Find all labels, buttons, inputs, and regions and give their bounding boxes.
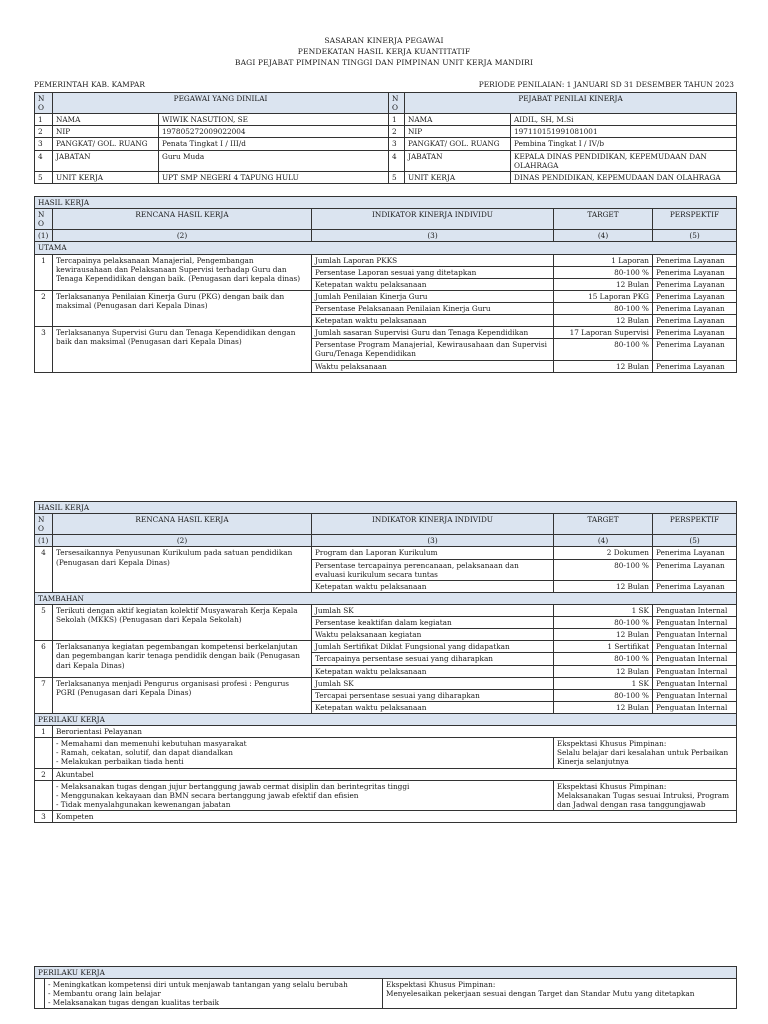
item-no: 3: [35, 327, 53, 372]
perspective-value: Penerima Layanan: [653, 580, 737, 592]
col-num: (4): [554, 535, 653, 547]
indicator-text: Ketepatan waktu pelaksanaan: [312, 580, 554, 592]
bullet: - Ramah, cekatan, solutif, dan dapat diandalkan: [56, 748, 233, 758]
section-label: HASIL KERJA: [35, 502, 737, 514]
indicator-text: Jumlah Sertifikat Diklat Fungsional yang didapatkan: [312, 641, 554, 653]
identity-row: [35, 171, 737, 183]
identity-row: [35, 126, 737, 138]
employee-value: WIWIK NASUTION, SE: [159, 114, 389, 126]
target-value: 12 Bulan: [554, 665, 653, 677]
title-line-1: SASARAN KINERJA PEGAWAI: [324, 36, 444, 45]
field-label: UNIT KERJA: [53, 171, 159, 183]
bullet: - Melaksanakan tugas dengan jujur bertanggung jawab cermat disiplin dan berintegritas tinggi: [56, 781, 410, 791]
target-value: 12 Bulan: [554, 360, 653, 372]
col-assessor: PEJABAT PENILAI KINERJA: [405, 93, 737, 114]
section-row-tambahan: [35, 592, 737, 604]
col-indikator: INDIKATOR KINERJA INDIVIDU: [312, 209, 554, 230]
indicator-text: Jumlah SK: [312, 604, 554, 616]
target-value: 12 Bulan: [554, 580, 653, 592]
col-num: (1): [35, 535, 53, 547]
leader-expectation: [554, 780, 737, 810]
target-value: 12 Bulan: [554, 701, 653, 713]
behavior-bullets: [53, 738, 554, 768]
assessment-period: PERIODE PENILAIAN: 1 JANUARI SD 31 DESEMBER TAHUN 2023: [478, 80, 734, 89]
target-value: 80-100 %: [554, 559, 653, 580]
section-row-perilaku: [35, 967, 737, 979]
section-label: HASIL KERJA: [35, 197, 737, 209]
work-plan-text: Terikuti dengan aktif kegiatan kolektif Musyawarah Kerja Kepala Sekolah (MKKS) (Penugasan dari Kepala Sekolah): [53, 604, 312, 640]
behavior-row: [35, 979, 737, 1009]
leader-expectation: [554, 738, 737, 768]
title-line-2: PENDEKATAN HASIL KERJA KUANTITATIF: [297, 47, 471, 56]
bullet: - Membantu orang lain belajar: [48, 989, 161, 999]
indicator-text: Persentase tercapainya perencanaan, pelaksanaan dan evaluasi kurikulum secara tuntas: [312, 559, 554, 580]
perspective-value: Penerima Layanan: [653, 302, 737, 314]
identity-table: [34, 92, 737, 184]
col-num: (5): [653, 535, 737, 547]
perspective-value: Penerima Layanan: [653, 278, 737, 290]
perspective-value: Penguatan Internal: [653, 677, 737, 689]
behavior-no: 3: [35, 810, 53, 822]
section-label: PERILAKU KERJA: [35, 967, 737, 979]
col-target: TARGET: [554, 514, 653, 535]
col-num: (1): [35, 230, 53, 242]
target-value: 80-100 %: [554, 302, 653, 314]
target-value: 2 Dokumen: [554, 547, 653, 559]
target-value: 1 SK: [554, 677, 653, 689]
assessor-value: AIDIL, SH, M.Si: [511, 114, 737, 126]
indicator-text: Ketepatan waktu pelaksanaan: [312, 315, 554, 327]
field-label: JABATAN: [405, 150, 511, 171]
item-no: 5: [35, 604, 53, 640]
field-label: NAMA: [405, 114, 511, 126]
section-row-hasil-kerja: [35, 502, 737, 514]
perspective-value: Penerima Layanan: [653, 266, 737, 278]
behavior-title: Berorientasi Pelayanan: [53, 726, 737, 738]
leader-expectation: [383, 979, 737, 1009]
work-plan-text: Terlaksananya menjadi Pengurus organisasi profesi : Pengurus PGRI (Penugasan dari Kepala Dinas): [53, 677, 312, 713]
perspective-value: Penerima Layanan: [653, 547, 737, 559]
expectation-label: Ekspektasi Khusus Pimpinan:: [557, 781, 667, 791]
target-value: 1 SK: [554, 604, 653, 616]
item-no: 2: [35, 290, 53, 326]
row-no: 5: [35, 171, 53, 183]
target-value: 1 Laporan: [554, 254, 653, 266]
government-label: PEMERINTAH KAB. KAMPAR: [34, 80, 145, 89]
behavior-no: 2: [35, 768, 53, 780]
identity-row: [35, 138, 737, 150]
work-result-row: [35, 604, 737, 616]
column-header-row: [35, 209, 737, 230]
section-label: UTAMA: [35, 242, 737, 254]
perspective-value: Penerima Layanan: [653, 290, 737, 302]
perspective-value: Penerima Layanan: [653, 559, 737, 580]
indicator-text: Jumlah sasaran Supervisi Guru dan Tenaga Kependidikan: [312, 327, 554, 339]
col-num: (3): [312, 230, 554, 242]
identity-row: [35, 114, 737, 126]
behavior-title: Kompeten: [53, 810, 737, 822]
item-no: 6: [35, 641, 53, 677]
target-value: 12 Bulan: [554, 278, 653, 290]
employee-value: Penata Tingkat I / III/d: [159, 138, 389, 150]
perspective-value: Penerima Layanan: [653, 254, 737, 266]
document-title-block: [0, 35, 768, 68]
work-plan-text: Tercapainya pelaksanaan Manajerial, Pengembangan kewirausahaan dan Pelaksanaan Supervisi terhadap Guru dan Tenaga Kependidikan dengan baik. (Penugasan dari kepala dinas): [53, 254, 312, 290]
behavior-bullets: [53, 780, 554, 810]
indicator-text: Persentase Program Manajerial, Kewirausahaan dan Supervisi Guru/Tenaga Kependidikan: [312, 339, 554, 360]
col-rencana: RENCANA HASIL KERJA: [53, 209, 312, 230]
bullet: - Memahami dan memenuhi kebutuhan masyarakat: [56, 739, 247, 749]
behavior-no: 1: [35, 726, 53, 738]
field-label: PANGKAT/ GOL. RUANG: [405, 138, 511, 150]
section-row-perilaku: [35, 713, 737, 725]
indicator-text: Program dan Laporan Kurikulum: [312, 547, 554, 559]
work-plan-text: Terlaksananya kegiatan pegembangan kompetensi berkelanjutan dan pegembangan karir tenaga pendidik dengan baik (Penugasan dari Kepala Dinas): [53, 641, 312, 677]
behavior-title-row: [35, 726, 737, 738]
expectation-label: Ekspektasi Khusus Pimpinan:: [386, 980, 496, 990]
bullet: - Melaksanakan tugas dengan kualitas terbaik: [48, 998, 220, 1008]
work-plan-text: Terlaksananya Supervisi Guru dan Tenaga Kependidikan dengan baik dan maksimal (Penugasan dari Kepala Dinas): [53, 327, 312, 372]
work-behavior-table-continued: [34, 966, 737, 1009]
work-plan-text: Tersesaikannya Penyusunan Kurikulum pada satuan pendidikan (Penugasan dari Kepala Dinas): [53, 547, 312, 592]
bullet: - Meningkatkan kompetensi diri untuk menjawab tantangan yang selalu berubah: [48, 980, 348, 990]
indicator-text: Waktu pelaksanaan: [312, 360, 554, 372]
target-value: 12 Bulan: [554, 315, 653, 327]
behavior-detail-row: [35, 738, 737, 768]
row-no: 4: [389, 150, 405, 171]
col-no: NO: [35, 93, 53, 114]
perspective-value: Penguatan Internal: [653, 604, 737, 616]
employee-value: Guru Muda: [159, 150, 389, 171]
indicator-text: Persentase keaktifan dalam kegiatan: [312, 617, 554, 629]
row-no: 1: [389, 114, 405, 126]
assessor-value: KEPALA DINAS PENDIDIKAN, KEPEMUDAAN DAN OLAHRAGA: [511, 150, 737, 171]
target-value: 80-100 %: [554, 653, 653, 665]
col-num: (2): [53, 535, 312, 547]
indicator-text: Ketepatan waktu pelaksanaan: [312, 701, 554, 713]
target-value: 1 Sertifikat: [554, 641, 653, 653]
row-no: 3: [389, 138, 405, 150]
identity-header-row: [35, 93, 737, 114]
behavior-title: Akuntabel: [53, 768, 737, 780]
col-num: (5): [653, 230, 737, 242]
perspective-value: Penerima Layanan: [653, 360, 737, 372]
bullet: - Tidak menyalahgunakan kewenangan jabatan: [56, 799, 231, 809]
assessor-value: DINAS PENDIDIKAN, KEPEMUDAAN DAN OLAHRAGA: [511, 171, 737, 183]
indicator-text: Ketepatan waktu pelaksanaan: [312, 278, 554, 290]
indicator-text: Jumlah Penilaian Kinerja Guru: [312, 290, 554, 302]
perspective-value: Penguatan Internal: [653, 701, 737, 713]
work-results-table-2: [34, 501, 737, 823]
col-indikator: INDIKATOR KINERJA INDIVIDU: [312, 514, 554, 535]
perspective-value: Penerima Layanan: [653, 327, 737, 339]
col-no: NO: [35, 514, 53, 535]
col-num: (2): [53, 230, 312, 242]
item-no: 7: [35, 677, 53, 713]
field-label: UNIT KERJA: [405, 171, 511, 183]
field-label: JABATAN: [53, 150, 159, 171]
item-no: 1: [35, 254, 53, 290]
section-label: TAMBAHAN: [35, 592, 737, 604]
perspective-value: Penguatan Internal: [653, 641, 737, 653]
target-value: 12 Bulan: [554, 629, 653, 641]
perspective-value: Penguatan Internal: [653, 617, 737, 629]
indicator-text: Jumlah Laporan PKKS: [312, 254, 554, 266]
section-label: PERILAKU KERJA: [35, 713, 737, 725]
column-number-row: [35, 535, 737, 547]
target-value: 80-100 %: [554, 617, 653, 629]
perspective-value: Penerima Layanan: [653, 315, 737, 327]
work-result-row: [35, 290, 737, 302]
col-perspektif: PERSPEKTIF: [653, 209, 737, 230]
col-rencana: RENCANA HASIL KERJA: [53, 514, 312, 535]
field-label: NIP: [53, 126, 159, 138]
indicator-text: Persentase Laporan sesuai yang ditetapkan: [312, 266, 554, 278]
employee-value: 197805272009022004: [159, 126, 389, 138]
perspective-value: Penguatan Internal: [653, 629, 737, 641]
col-no: NO: [35, 209, 53, 230]
row-no: 5: [389, 171, 405, 183]
indicator-text: Waktu pelaksanaan kegiatan: [312, 629, 554, 641]
col-num: (4): [554, 230, 653, 242]
work-result-row: [35, 327, 737, 339]
expectation-text: Selalu belajar dari kesalahan untuk Perbaikan Kinerja selanjutnya: [557, 748, 729, 767]
column-header-row: [35, 514, 737, 535]
section-row-hasil-kerja: [35, 197, 737, 209]
expectation-text: Menyelesaikan pekerjaan sesuai dengan Target dan Standar Mutu yang ditetapkan: [386, 989, 695, 999]
work-result-row: [35, 677, 737, 689]
bullet: - Melakukan perbaikan tiada henti: [56, 757, 184, 767]
field-label: NIP: [405, 126, 511, 138]
col-no: NO: [389, 93, 405, 114]
work-results-table-1: [34, 196, 737, 373]
field-label: NAMA: [53, 114, 159, 126]
target-value: 80-100 %: [554, 689, 653, 701]
indicator-text: Ketepatan waktu pelaksanaan: [312, 665, 554, 677]
column-number-row: [35, 230, 737, 242]
perspective-value: Penguatan Internal: [653, 689, 737, 701]
row-no: 4: [35, 150, 53, 171]
item-no: 4: [35, 547, 53, 592]
indicator-text: Tercapai persentase sesuai yang diharapkan: [312, 689, 554, 701]
expectation-text: Melaksanakan Tugas sesuai Intruksi, Program dan Jadwal dengan rasa tanggungjawab: [557, 790, 730, 809]
assessor-value: Pembina Tingkat I / IV/b: [511, 138, 737, 150]
work-result-row: [35, 547, 737, 559]
identity-row: [35, 150, 737, 171]
perspective-value: Penguatan Internal: [653, 665, 737, 677]
row-no: 2: [389, 126, 405, 138]
row-no: 1: [35, 114, 53, 126]
indicator-text: Jumlah SK: [312, 677, 554, 689]
col-assessed-employee: PEGAWAI YANG DINILAI: [53, 93, 389, 114]
row-no: 3: [35, 138, 53, 150]
work-result-row: [35, 641, 737, 653]
bullet: - Menggunakan kekayaan dan BMN secara bertanggung jawab efektif dan efisien: [56, 790, 359, 800]
section-row-utama: [35, 242, 737, 254]
work-plan-text: Terlaksananya Penilaian Kinerja Guru (PKG) dengan baik dan maksimal (Penugasan dari Kepala Dinas): [53, 290, 312, 326]
col-num: (3): [312, 535, 554, 547]
perspective-value: Penguatan Internal: [653, 653, 737, 665]
target-value: 80-100 %: [554, 339, 653, 360]
target-value: 17 Laporan Supervisi: [554, 327, 653, 339]
assessor-value: 197110151991081001: [511, 126, 737, 138]
behavior-detail-row: [35, 780, 737, 810]
target-value: 80-100 %: [554, 266, 653, 278]
work-result-row: [35, 254, 737, 266]
title-line-3: BAGI PEJABAT PIMPINAN TINGGI DAN PIMPINAN UNIT KERJA MANDIRI: [234, 58, 534, 67]
behavior-title-row: [35, 810, 737, 822]
perspective-value: Penerima Layanan: [653, 339, 737, 360]
indicator-text: Tercapainya persentase sesuai yang diharapkan: [312, 653, 554, 665]
employee-value: UPT SMP NEGERI 4 TAPUNG HULU: [159, 171, 389, 183]
row-no: 2: [35, 126, 53, 138]
field-label: PANGKAT/ GOL. RUANG: [53, 138, 159, 150]
target-value: 15 Laporan PKG: [554, 290, 653, 302]
col-target: TARGET: [554, 209, 653, 230]
behavior-bullets: [45, 979, 383, 1009]
indicator-text: Persentase Pelaksanaan Penilaian Kinerja Guru: [312, 302, 554, 314]
expectation-label: Ekspektasi Khusus Pimpinan:: [557, 739, 667, 749]
col-perspektif: PERSPEKTIF: [653, 514, 737, 535]
behavior-title-row: [35, 768, 737, 780]
